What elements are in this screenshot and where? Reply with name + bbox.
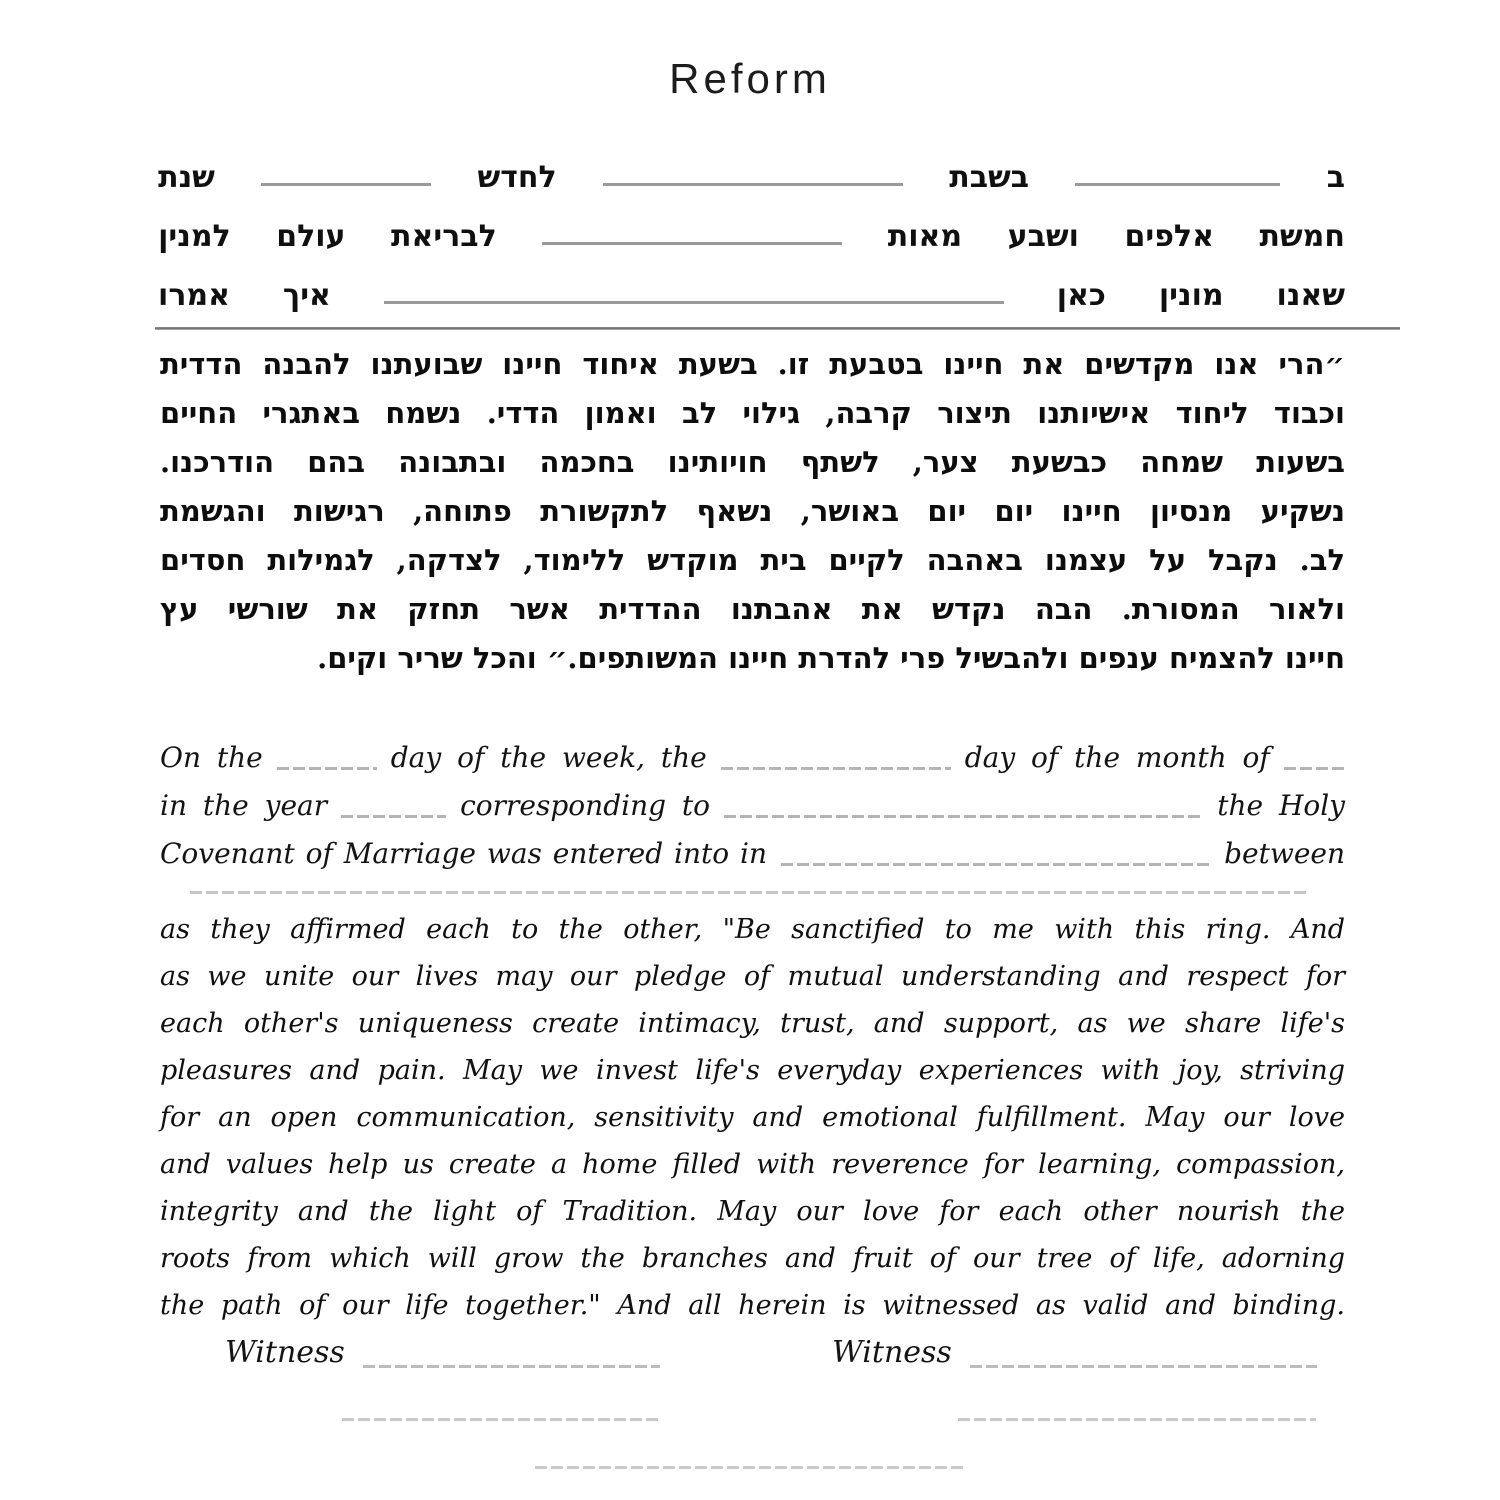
- hebrew-word: אמרו: [158, 278, 230, 313]
- hebrew-date-section: [158, 136, 1345, 313]
- english-date-section: [160, 726, 1345, 870]
- english-vows-paragraph: [160, 906, 1345, 1329]
- hebrew-blank-month: [261, 183, 431, 186]
- hebrew-word: לבריאת: [391, 219, 497, 254]
- english-text-segment: day of the month of: [964, 741, 1270, 774]
- hebrew-word: חמשת: [1259, 219, 1345, 254]
- english-date-line-3: [160, 822, 1345, 870]
- hebrew-word: אלפים: [1124, 219, 1214, 254]
- hebrew-blank-place: [384, 301, 1004, 304]
- english-text-segment: day of the week, the: [390, 741, 707, 774]
- english-text-segment: corresponding to: [460, 789, 711, 822]
- english-paragraph-line: the path of our life together." And all herein is witnessed as valid and binding.: [160, 1290, 1345, 1321]
- couple-names-blank-line: [190, 891, 1310, 894]
- hebrew-word: בשבת: [949, 160, 1030, 195]
- hebrew-paragraph-line: לב. נקבל על עצמנו באהבה לקיים בית מוקדש ללימוד, לצדקה, לגמילות חסדים: [160, 543, 1345, 577]
- english-paragraph-line: pleasures and pain. May we invest life's everyday experiences with joy, striving: [160, 1055, 1345, 1086]
- witness-left-group: [225, 1328, 660, 1370]
- english-paragraph-line: for an open communication, sensitivity and emotional fulfillment. May our love: [160, 1102, 1345, 1133]
- hebrew-paragraph-line: בשעות שמחה כבשעת צער, לשתף חויותינו בחכמה ובתבונה בהם הודרכנו.: [160, 445, 1345, 479]
- english-text-segment: the Holy: [1217, 789, 1345, 822]
- hebrew-word: שאנו: [1276, 278, 1345, 313]
- english-paragraph-line: as we unite our lives may our pledge of mutual understanding and respect for: [160, 961, 1345, 992]
- document-title: Reform: [669, 55, 831, 102]
- hebrew-paragraph-line: נשקיע מנסיון חיינו יום יום באושר, נשאף לתקשורת פתוחה, רגישות והגשמת: [160, 494, 1345, 528]
- witness-right-second-line: [958, 1418, 1316, 1421]
- hebrew-date-line-2: [158, 195, 1345, 254]
- section-divider-line: [155, 327, 1400, 330]
- english-text-segment: in the year: [160, 789, 328, 822]
- english-text-segment: Covenant of Marriage was entered into in: [160, 837, 767, 870]
- english-paragraph-line: integrity and the light of Tradition. May our love for each other nourish the: [160, 1196, 1345, 1227]
- witness-right-group: [832, 1328, 1317, 1370]
- hebrew-word: כאן: [1056, 278, 1106, 313]
- hebrew-paragraph-line: ולאור המסורת. הבה נקדש את אהבתנו ההדדית אשר תחזק את שורשי עץ: [160, 592, 1345, 626]
- english-date-line-1: [160, 726, 1345, 774]
- officiant-signature-line: [535, 1466, 965, 1469]
- witness-left-second-line: [342, 1418, 660, 1421]
- hebrew-date-line-1: [158, 136, 1345, 195]
- english-paragraph-line: each other's uniqueness create intimacy, trust, and support, as we share life's: [160, 1008, 1345, 1039]
- hebrew-paragraph-line: ״הרי אנו מקדשים את חיינו בטבעת זו. בשעת איחוד חיינו שבועתנו להבנה הדדית: [160, 347, 1345, 381]
- hebrew-word: למנין: [158, 219, 231, 254]
- english-paragraph-line: roots from which will grow the branches and fruit of our tree of life, adorning: [160, 1243, 1345, 1274]
- witness-right-label: Witness: [832, 1335, 952, 1370]
- hebrew-date-line-3: [158, 254, 1345, 313]
- hebrew-word: לחדש: [477, 160, 557, 195]
- hebrew-blank-year: [542, 242, 842, 245]
- hebrew-word: ב: [1326, 160, 1345, 195]
- hebrew-word: עולם: [276, 219, 346, 254]
- hebrew-word: ושבע: [1007, 219, 1079, 254]
- hebrew-blank-day-number: [1075, 183, 1280, 186]
- hebrew-vows-paragraph: [160, 340, 1345, 683]
- english-paragraph-line: as they affirmed each to the other, "Be sanctified to me with this ring. And: [160, 914, 1345, 945]
- hebrew-word: מונין: [1158, 278, 1224, 313]
- hebrew-word: איך: [282, 278, 331, 313]
- hebrew-word: מאות: [887, 219, 963, 254]
- witness-left-label: Witness: [225, 1335, 345, 1370]
- hebrew-paragraph-line: וכבוד ליחוד אישיותנו תיצור קרבה, גילוי לב ואמון הדדי. נשמח באתגרי החיים: [160, 396, 1345, 430]
- hebrew-blank-day-of-month: [603, 183, 903, 186]
- hebrew-word: שנת: [158, 160, 215, 195]
- hebrew-paragraph-line: חיינו להצמיח ענפים ולהבשיל פרי להדרת חיינו המשותפים.״ והכל שריר וקים.: [317, 641, 1345, 675]
- english-date-line-2: [160, 774, 1345, 822]
- english-text-segment: between: [1224, 837, 1345, 870]
- english-text-segment: On the: [160, 741, 263, 774]
- english-paragraph-line: and values help us create a home filled with reverence for learning, compassion,: [160, 1149, 1345, 1180]
